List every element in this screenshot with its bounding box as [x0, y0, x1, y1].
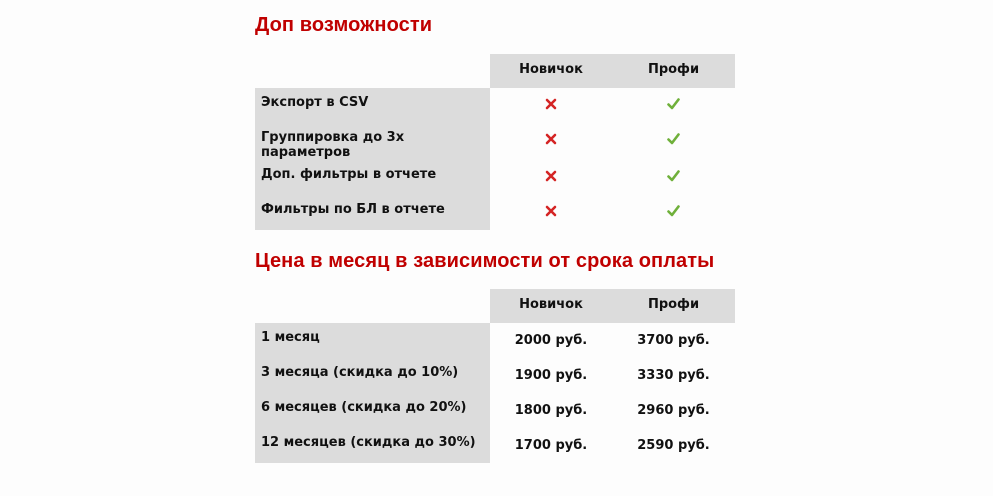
features-header-novice: Новичок: [490, 54, 612, 88]
table-row: [255, 195, 735, 230]
pricing-table: [255, 289, 735, 463]
feature-pro-cell: [612, 123, 735, 160]
period-label: 3 месяца (скидка до 10%): [255, 358, 490, 393]
pricing-header-blank: [255, 289, 490, 323]
period-label: 12 месяцев (скидка до 30%): [255, 428, 490, 463]
feature-pro-cell: [612, 195, 735, 230]
feature-novice-cell: [490, 123, 612, 160]
price-pro: 2590 руб.: [637, 438, 710, 453]
price-novice: 2000 руб.: [514, 333, 588, 348]
pricing-header-novice: Новичок: [490, 289, 612, 323]
feature-novice-cell: [490, 160, 612, 195]
check-icon: [667, 205, 680, 217]
pricing-header-pro: Профи: [612, 289, 735, 323]
features-table: [255, 54, 735, 230]
pricing-title: Цена в месяц в зависимости от срока оплаты: [255, 250, 715, 272]
features-header-pro: Профи: [612, 54, 735, 88]
cross-icon: [545, 170, 557, 182]
features-title: Доп возможности: [255, 14, 433, 36]
check-icon: [667, 98, 680, 110]
cross-icon: [545, 133, 557, 145]
period-label: 6 месяцев (скидка до 20%): [255, 393, 490, 428]
feature-pro-cell: [612, 160, 735, 195]
table-row: [255, 88, 735, 123]
check-icon: [667, 170, 680, 182]
price-novice: 1800 руб.: [514, 403, 588, 418]
table-row: [255, 393, 735, 428]
feature-label: Группировка до 3х параметров: [255, 123, 490, 160]
period-label: 1 месяц: [255, 323, 490, 358]
feature-novice-cell: [490, 88, 612, 123]
table-row: [255, 123, 735, 160]
feature-label: Фильтры по БЛ в отчете: [255, 195, 490, 230]
check-icon: [667, 133, 680, 145]
features-header-blank: [255, 54, 490, 88]
feature-pro-cell: [612, 88, 735, 123]
table-row: [255, 428, 735, 463]
feature-label: Экспорт в CSV: [255, 88, 490, 123]
features-header-row: [255, 54, 735, 88]
feature-label: Доп. фильтры в отчете: [255, 160, 490, 195]
price-pro: 3700 руб.: [637, 333, 710, 348]
price-novice: 1700 руб.: [514, 438, 588, 453]
cross-icon: [545, 98, 557, 110]
pricing-header-row: [255, 289, 735, 323]
price-pro: 3330 руб.: [637, 368, 710, 383]
price-novice: 1900 руб.: [514, 368, 588, 383]
feature-novice-cell: [490, 195, 612, 230]
cross-icon: [545, 205, 557, 217]
table-row: [255, 323, 735, 358]
table-row: [255, 358, 735, 393]
table-row: [255, 160, 735, 195]
price-pro: 2960 руб.: [637, 403, 710, 418]
